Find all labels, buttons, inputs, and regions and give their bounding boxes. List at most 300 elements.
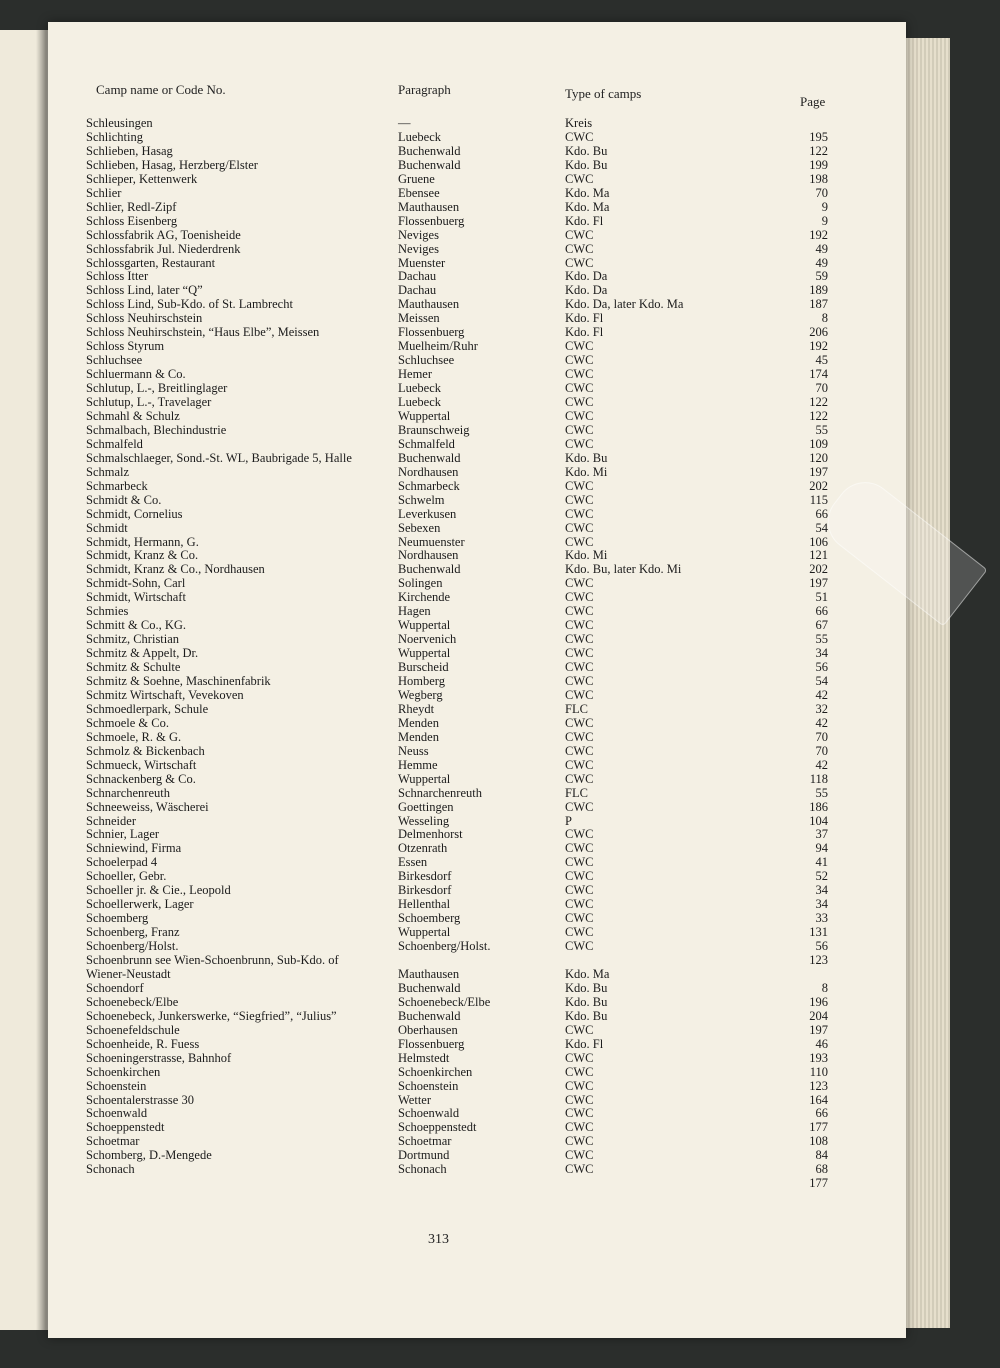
entry-name: Schmoele & Co.	[86, 715, 169, 730]
entry-page: 70	[815, 729, 828, 744]
index-row	[48, 716, 906, 730]
index-row	[48, 535, 906, 549]
entry-page: 32	[815, 701, 828, 716]
index-row	[48, 283, 906, 297]
entry-type: CWC	[565, 492, 594, 507]
entry-type: CWC	[565, 227, 594, 242]
entry-page: 131	[809, 925, 828, 940]
entry-name: Schoeningerstrasse, Bahnhof	[86, 1050, 232, 1065]
entry-type: CWC	[565, 827, 594, 842]
index-row	[48, 214, 906, 228]
index-row	[48, 423, 906, 437]
entry-type: CWC	[565, 381, 594, 396]
index-row	[48, 925, 906, 939]
entry-name: Schmitz & Soehne, Maschinenfabrik	[86, 674, 271, 688]
entry-paragraph: Muenster	[398, 255, 446, 270]
entry-page: 8	[821, 980, 828, 995]
index-row	[48, 116, 906, 130]
entry-name: Schoeller, Gebr.	[86, 869, 167, 884]
entry-paragraph: Birkesdorf	[398, 883, 452, 898]
entry-type: CWC	[565, 925, 594, 940]
entry-name: Schnackenberg & Co.	[86, 771, 196, 786]
entry-page: 56	[815, 660, 828, 675]
entry-paragraph: Luebeck	[398, 381, 442, 396]
entry-paragraph: Essen	[398, 855, 428, 870]
entry-paragraph: Hellenthal	[398, 897, 451, 912]
entry-type: Kdo. Ma	[565, 185, 610, 200]
entry-page: 55	[815, 422, 828, 437]
index-row	[48, 800, 906, 814]
entry-paragraph: Flossenbuerg	[398, 213, 465, 228]
entry-paragraph: Solingen	[398, 576, 443, 591]
header-type: Type of camps	[565, 86, 642, 101]
entry-name: Schloss Neuhirschstein	[86, 311, 203, 326]
entry-name: Schloss Lind, later “Q”	[86, 283, 203, 298]
entry-page: 123	[809, 1078, 828, 1093]
entry-paragraph: Buchenwald	[398, 1008, 461, 1023]
index-row	[48, 814, 906, 828]
entry-paragraph: Dachau	[398, 283, 437, 298]
entry-page: 70	[815, 185, 828, 200]
entry-name: Schnier, Lager	[86, 827, 160, 842]
index-row	[48, 618, 906, 632]
entry-page: 108	[809, 1134, 828, 1149]
index-row	[48, 409, 906, 423]
entry-page: 197	[809, 576, 828, 591]
entry-name: Schmies	[86, 604, 129, 619]
entry-page: 54	[815, 674, 828, 688]
entry-type: CWC	[565, 883, 594, 898]
index-row	[48, 576, 906, 590]
entry-page: 94	[815, 841, 828, 856]
entry-paragraph: Dortmund	[398, 1148, 450, 1163]
entry-paragraph: —	[398, 116, 411, 130]
index-row	[48, 242, 906, 256]
index-row	[48, 646, 906, 660]
index-row	[48, 367, 906, 381]
entry-name: Schluermann & Co.	[86, 367, 186, 382]
entry-type: Kdo. Ma	[565, 199, 610, 214]
entry-paragraph: Muelheim/Ruhr	[398, 339, 478, 354]
index-row	[48, 1120, 906, 1134]
entry-paragraph: Homberg	[398, 674, 445, 688]
page-number: 313	[428, 1232, 449, 1247]
entry-type: CWC	[565, 771, 594, 786]
entry-type: CWC	[565, 1064, 594, 1079]
entry-paragraph: Leverkusen	[398, 506, 457, 521]
entry-paragraph: Neumuenster	[398, 534, 465, 549]
entry-paragraph: Hemer	[398, 367, 433, 382]
entry-type: CWC	[565, 1120, 594, 1135]
entry-paragraph: Buchenwald	[398, 450, 461, 465]
entry-name: Schoenheide, R. Fuess	[86, 1036, 200, 1051]
entry-type: Kdo. Bu	[565, 994, 608, 1009]
entry-page: 199	[809, 157, 828, 172]
entry-name: Schmolz & Bickenbach	[86, 743, 205, 758]
entry-page: 164	[809, 1092, 828, 1107]
entry-type: Kdo. Fl	[565, 311, 604, 326]
entry-paragraph: Neuss	[398, 743, 429, 758]
entry-page: 45	[815, 353, 828, 368]
entry-type: CWC	[565, 743, 594, 758]
entry-name: Schoenebeck, Junkerswerke, “Siegfried”, “Julius”	[86, 1008, 337, 1023]
entry-paragraph: Buchenwald	[398, 562, 461, 577]
entry-page: 104	[809, 813, 828, 828]
entry-paragraph: Sebexen	[398, 520, 441, 535]
entry-name: Schomberg, D.-Mengede	[86, 1148, 212, 1163]
entry-name: Schlieben, Hasag, Herzberg/Elster	[86, 157, 258, 172]
entry-type: CWC	[565, 171, 594, 186]
index-row	[48, 632, 906, 646]
entry-paragraph: Schmarbeck	[398, 478, 460, 493]
entry-name: Schoenbrunn see Wien-Schoenbrunn, Sub-Kdo. of	[86, 953, 339, 967]
entry-page: 70	[815, 743, 828, 758]
index-row	[48, 395, 906, 409]
index-row	[48, 256, 906, 270]
entry-page: 52	[815, 869, 828, 884]
index-row	[48, 465, 906, 479]
entry-type: CWC	[565, 534, 594, 549]
index-row	[48, 786, 906, 800]
entry-paragraph: Birkesdorf	[398, 869, 452, 884]
entry-name: Schoenwald	[86, 1106, 148, 1121]
entry-type: CWC	[565, 590, 594, 605]
entry-name: Schneider	[86, 813, 136, 828]
entry-page: 66	[815, 604, 828, 619]
entry-name: Schmoele, R. & G.	[86, 729, 182, 744]
entry-paragraph: Schwelm	[398, 492, 445, 507]
entry-name: Schoenkirchen	[86, 1064, 161, 1079]
entry-name: Schoenberg/Holst.	[86, 939, 179, 954]
entry-name: Schmidt-Sohn, Carl	[86, 576, 186, 591]
index-row	[48, 1023, 906, 1037]
entry-type: CWC	[565, 604, 594, 619]
entry-page: 110	[809, 1064, 828, 1079]
entry-name: Schmoedlerpark, Schule	[86, 701, 209, 716]
index-row	[48, 688, 906, 702]
entry-page: 202	[809, 562, 828, 577]
index-row	[48, 1009, 906, 1023]
entry-page: 34	[815, 646, 828, 661]
entry-paragraph: Neviges	[398, 227, 439, 242]
entry-paragraph: Mauthausen	[398, 966, 460, 981]
entry-page: 51	[815, 590, 828, 605]
index-row	[48, 562, 906, 576]
entry-name: Schloss Lind, Sub-Kdo. of St. Lambrecht	[86, 297, 293, 312]
entry-type: CWC	[565, 757, 594, 772]
entry-type: Kdo. Da, later Kdo. Ma	[565, 297, 684, 312]
header-paragraph: Paragraph	[398, 82, 451, 97]
entry-name: Schoemberg	[86, 911, 149, 926]
entry-type: Kdo. Mi	[565, 548, 608, 563]
index-row	[48, 967, 906, 981]
index-row	[48, 158, 906, 172]
entry-paragraph: Meissen	[398, 311, 440, 326]
entry-paragraph: Hemme	[398, 757, 438, 772]
entry-name: Schmidt, Hermann, G.	[86, 534, 199, 549]
entry-paragraph: Rheydt	[398, 701, 435, 716]
entry-page: 66	[815, 506, 828, 521]
entry-name: Schlutup, L.-, Travelager	[86, 395, 212, 409]
entry-page: 177	[809, 1120, 828, 1135]
index-row	[48, 730, 906, 744]
entry-type: CWC	[565, 897, 594, 912]
index-row	[48, 1065, 906, 1079]
entry-type: CWC	[565, 506, 594, 521]
entry-page: 55	[815, 785, 828, 800]
entry-type: CWC	[565, 869, 594, 884]
index-row	[48, 1037, 906, 1051]
entry-page: 192	[809, 339, 828, 354]
entry-name: Schoeppenstedt	[86, 1120, 165, 1135]
entry-name: Wiener-Neustadt	[86, 966, 171, 981]
entry-page: 37	[815, 827, 828, 842]
entry-paragraph: Neviges	[398, 241, 439, 256]
entry-page: 122	[809, 395, 828, 409]
entry-page: 56	[815, 939, 828, 954]
entry-name: Schoelerpad 4	[86, 855, 158, 870]
book-page	[48, 22, 906, 1338]
entry-paragraph: Ebensee	[398, 185, 440, 200]
entry-type: CWC	[565, 855, 594, 870]
entry-paragraph: Kirchende	[398, 590, 451, 605]
entry-page: 42	[815, 687, 828, 702]
entry-type: Kdo. Bu	[565, 1008, 608, 1023]
index-row	[48, 311, 906, 325]
entry-name: Schoetmar	[86, 1134, 140, 1149]
entry-paragraph: Schonach	[398, 1162, 447, 1177]
entry-name: Schlutup, L.-, Breitlinglager	[86, 381, 228, 396]
entry-paragraph: Schoeppenstedt	[398, 1120, 477, 1135]
entry-page: 206	[809, 325, 828, 340]
entry-paragraph: Schoetmar	[398, 1134, 452, 1149]
entry-page: 42	[815, 715, 828, 730]
entry-paragraph: Menden	[398, 729, 439, 744]
entry-paragraph: Schoenstein	[398, 1078, 459, 1093]
entry-name: Schmitz Wirtschaft, Vevekoven	[86, 687, 244, 702]
index-row	[48, 1079, 906, 1093]
entry-paragraph: Flossenbuerg	[398, 325, 465, 340]
entry-page: 106	[809, 534, 828, 549]
entry-type: CWC	[565, 632, 594, 647]
entry-page: 198	[809, 171, 828, 186]
entry-type: Kdo. Bu	[565, 157, 608, 172]
entry-paragraph: Nordhausen	[398, 464, 459, 479]
index-row	[48, 660, 906, 674]
entry-page: 204	[809, 1008, 828, 1023]
entry-paragraph: Wetter	[398, 1092, 432, 1107]
entry-paragraph: Buchenwald	[398, 980, 461, 995]
entry-name: Schlichting	[86, 129, 143, 144]
index-row	[48, 1106, 906, 1120]
entry-name: Schoenstein	[86, 1078, 147, 1093]
entry-paragraph: Schoemberg	[398, 911, 461, 926]
entry-name: Schoeller jr. & Cie., Leopold	[86, 883, 231, 898]
entry-type: P	[565, 813, 572, 828]
index-row	[48, 1093, 906, 1107]
index-row	[48, 493, 906, 507]
entry-page: 195	[809, 129, 828, 144]
entry-page: 42	[815, 757, 828, 772]
entry-name: Schoenebeck/Elbe	[86, 994, 179, 1009]
entry-type: CWC	[565, 129, 594, 144]
entry-type: CWC	[565, 674, 594, 688]
entry-page: 59	[815, 269, 828, 284]
entry-paragraph: Gruene	[398, 171, 435, 186]
entry-type: CWC	[565, 939, 594, 954]
entry-paragraph: Mauthausen	[398, 199, 460, 214]
entry-type: Kreis	[565, 116, 593, 130]
index-row	[48, 883, 906, 897]
entry-type: Kdo. Bu	[565, 450, 608, 465]
index-row	[48, 1162, 906, 1176]
index-row	[48, 995, 906, 1009]
entry-type: CWC	[565, 1092, 594, 1107]
entry-name: Schlieben, Hasag	[86, 143, 173, 158]
entry-type: CWC	[565, 339, 594, 354]
index-row	[48, 353, 906, 367]
entry-paragraph: Helmstedt	[398, 1050, 450, 1065]
entry-paragraph: Luebeck	[398, 395, 442, 409]
entry-paragraph: Burscheid	[398, 660, 449, 675]
entry-paragraph: Wuppertal	[398, 408, 451, 423]
entry-paragraph: Hagen	[398, 604, 431, 619]
index-row	[48, 297, 906, 311]
entry-name: Schloss Styrum	[86, 339, 165, 354]
entry-type: Kdo. Fl	[565, 213, 604, 228]
entry-paragraph: Buchenwald	[398, 157, 461, 172]
entry-type: CWC	[565, 255, 594, 270]
index-row	[48, 953, 906, 967]
entry-name: Schoenberg, Franz	[86, 925, 180, 940]
index-row	[48, 827, 906, 841]
entry-page: 33	[815, 911, 828, 926]
entry-type: CWC	[565, 1106, 594, 1121]
entry-type: FLC	[565, 785, 588, 800]
entry-paragraph: Noervenich	[398, 632, 457, 647]
entry-type: Kdo. Ma	[565, 966, 610, 981]
entry-type: CWC	[565, 520, 594, 535]
entry-type: FLC	[565, 701, 588, 716]
entry-name: Schlier	[86, 185, 122, 200]
entry-type: Kdo. Da	[565, 269, 608, 284]
entry-type: CWC	[565, 1134, 594, 1149]
index-row	[48, 507, 906, 521]
index-row	[48, 228, 906, 242]
entry-page: 67	[815, 618, 828, 633]
entry-name: Schoellerwerk, Lager	[86, 897, 194, 912]
index-row	[48, 855, 906, 869]
entry-paragraph: Mauthausen	[398, 297, 460, 312]
entry-page: 174	[809, 367, 828, 382]
entry-type: CWC	[565, 1022, 594, 1037]
entry-name: Schmalz	[86, 464, 130, 479]
entry-name: Schleusingen	[86, 116, 153, 130]
entry-name: Schonach	[86, 1162, 135, 1177]
entry-name: Schmueck, Wirtschaft	[86, 757, 197, 772]
entry-page: 109	[809, 436, 828, 451]
entry-page: 9	[821, 213, 828, 228]
entry-paragraph: Schmalfeld	[398, 436, 455, 451]
entry-paragraph: Schoenebeck/Elbe	[398, 994, 491, 1009]
entry-page: 115	[809, 492, 828, 507]
entry-type: CWC	[565, 729, 594, 744]
index-row	[48, 674, 906, 688]
index-row	[48, 381, 906, 395]
index-row	[48, 1051, 906, 1065]
entry-paragraph: Schoenwald	[398, 1106, 460, 1121]
entry-paragraph: Luebeck	[398, 129, 442, 144]
entry-paragraph: Menden	[398, 715, 439, 730]
index-row	[48, 939, 906, 953]
entry-page: 8	[821, 311, 828, 326]
entry-type: CWC	[565, 911, 594, 926]
entry-page: 34	[815, 897, 828, 912]
entry-type: CWC	[565, 841, 594, 856]
entry-paragraph: Wuppertal	[398, 646, 451, 661]
index-row	[48, 1134, 906, 1148]
entry-type: CWC	[565, 576, 594, 591]
entry-page: 34	[815, 883, 828, 898]
index-row	[48, 548, 906, 562]
entry-page: 186	[809, 799, 828, 814]
entry-page: 49	[815, 255, 828, 270]
index-row	[48, 451, 906, 465]
entry-type: CWC	[565, 687, 594, 702]
entry-page: 187	[809, 297, 828, 312]
index-row	[48, 200, 906, 214]
entry-type: CWC	[565, 241, 594, 256]
index-row	[48, 772, 906, 786]
index-row	[48, 325, 906, 339]
entry-page: 49	[815, 241, 828, 256]
entry-name: Schloss Eisenberg	[86, 213, 178, 228]
entry-name: Schluchsee	[86, 353, 143, 368]
entry-page: 192	[809, 227, 828, 242]
entry-name: Schneeweiss, Wäscherei	[86, 799, 209, 814]
entry-paragraph: Oberhausen	[398, 1022, 458, 1037]
entry-paragraph: Schluchsee	[398, 353, 455, 368]
index-row	[48, 130, 906, 144]
entry-name: Schoenefeldschule	[86, 1022, 180, 1037]
entry-type: CWC	[565, 408, 594, 423]
entry-page: 197	[809, 464, 828, 479]
entry-paragraph: Wuppertal	[398, 618, 451, 633]
entry-type: CWC	[565, 367, 594, 382]
entry-type: CWC	[565, 1148, 594, 1163]
entry-paragraph: Wegberg	[398, 687, 443, 702]
entry-page: 193	[809, 1050, 828, 1065]
entry-name: Schmitz & Appelt, Dr.	[86, 646, 199, 661]
entry-page: 41	[815, 855, 828, 870]
entry-page: 120	[809, 450, 828, 465]
entry-type: Kdo. Mi	[565, 464, 608, 479]
index-row	[48, 479, 906, 493]
entry-type: Kdo. Bu, later Kdo. Mi	[565, 562, 682, 577]
entry-name: Schmahl & Schulz	[86, 408, 180, 423]
entry-type: CWC	[565, 715, 594, 730]
entry-name: Schmarbeck	[86, 478, 148, 493]
index-row	[48, 604, 906, 618]
entry-type: Kdo. Da	[565, 283, 608, 298]
header-page: Page	[800, 94, 826, 109]
index-row	[48, 521, 906, 535]
entry-paragraph: Buchenwald	[398, 143, 461, 158]
entry-paragraph: Flossenbuerg	[398, 1036, 465, 1051]
entry-type: Kdo. Bu	[565, 143, 608, 158]
entry-paragraph: Wuppertal	[398, 771, 451, 786]
entry-name: Schlossgarten, Restaurant	[86, 255, 216, 270]
